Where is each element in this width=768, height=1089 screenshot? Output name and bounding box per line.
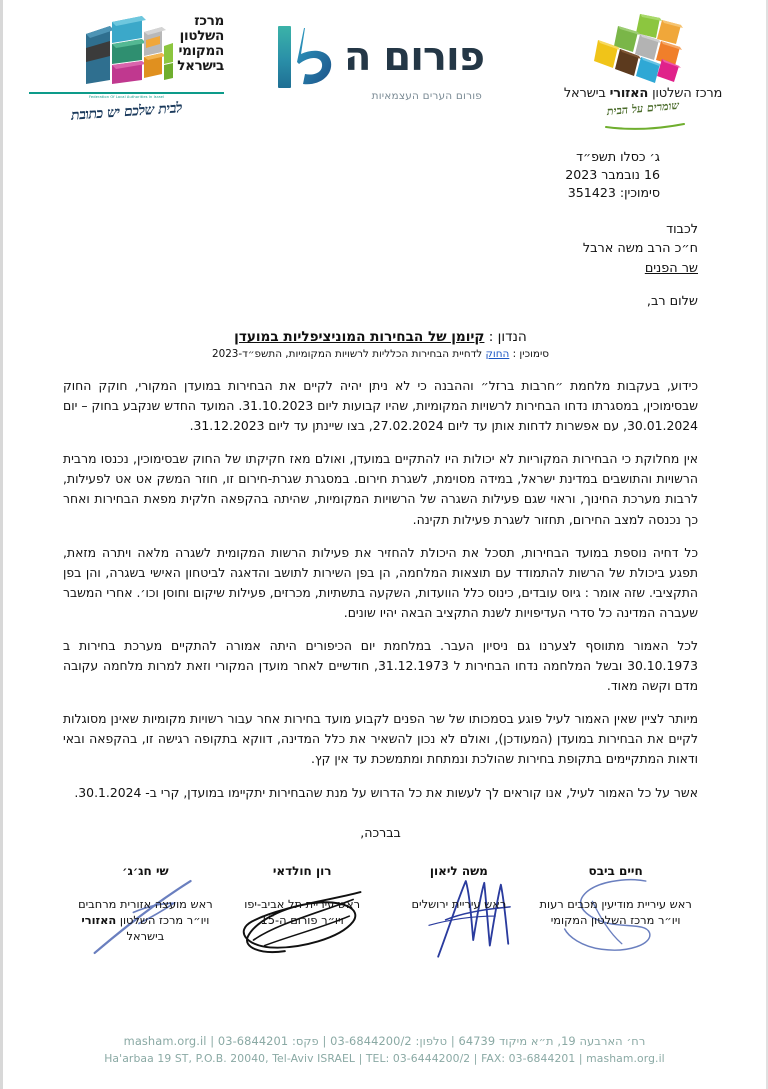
signature-block bbox=[67, 864, 224, 945]
regional-title: מרכז השלטון האזורי בישראל bbox=[563, 86, 723, 101]
paragraph: אין מחלוקת כי הבחירות המקוריות לא יכולות היו להתקיים במועדן, ואולם מאז חקיקתו של החוק שבסימוכין, נכנסו מרבית הרשויות והתושבים במדינת ישראל, במידה מסוימת, לשגרת חירום. במסגרת שגרת-חירום זו, חוזר המשק אט אט לפעילות, לרבות מערכת החינוך, וראוי שגם פעילות השגרה של הרשויות המקומיות, שהיתה בהקפאה חלקית מפאת הבחירות ואחר כך נכנסה למצב החירום, תחזור לשגרת פעילות תקינה. bbox=[63, 451, 698, 527]
signatory-title-line: ראש עיריית ירושלים bbox=[411, 896, 507, 911]
signatory-title bbox=[67, 896, 224, 945]
signatory-title bbox=[537, 896, 694, 928]
addressee-name: ח״כ הרב משה ארבל bbox=[582, 241, 698, 257]
signatory-title-line: ראש מועצה אזורית מרחבים bbox=[78, 896, 213, 911]
signatory-title-line: ויו״ר פורום ה-15 bbox=[260, 912, 344, 927]
paragraph: מיותר לציין שאין האמור לעיל פוגע בסמכותו של שר הפנים לקבוע מועד בחירות אחר עבור רשויות מקומיות שאינן מסוגלות לקיים את הבחירות במועדן (המעודכן), ואולם לא נכון להשאיר את כלל המדינה, דווקא בתקופה רגישה זו, בהקפאה ובאי ודאות המתקיימים בתקופת בחירות שהולכת ונמתחת ומתמשכת עד אין קץ. bbox=[63, 711, 698, 767]
footer-hebrew-contact: רח׳ הארבעה 19, ת״א מיקוד 64739 | טלפון: 03-6844200/2 | פקס: 03-6844201 | masham.org.il bbox=[123, 1033, 646, 1048]
federation-blocks-icon bbox=[80, 12, 175, 90]
date-block bbox=[490, 148, 660, 202]
signature-block bbox=[224, 864, 381, 945]
addressee-salutation: לכבוד bbox=[666, 221, 698, 237]
paragraph: כידוע, בעקבות מלחמת ״חרבות ברזל״ וההבנה כי לא ניתן יהיה לקיים את הבחירות במועדן המקורי, חוקק החוק שבסימוכין, במסגרתו נדחו הבחירות לרשויות המקומיות, שהיו קבועות ליום 31.10.2023. המועד החדש שנקבע בחוק – יום 30.01.2024, עם אפשרות לדחות אותן עד ליום 27.02.2024, בצו שיינתן עד ליום 31.12.2023. bbox=[63, 377, 699, 434]
signatory-title-line: ויו״ר מרכז השלטון המקומי bbox=[550, 912, 681, 927]
paragraph: כל דחיה נוספת במועד הבחירות, תסכל את היכולת להחזיר את פעילות הרשות המקומית לשגרה מלאה ויתרה מזאת, תפגע ביכולת של הרשות להתמודד עם תוצאות המלחמה, הן בפן השירות לתושב והדאגה לביטחון האישי בשגרה, והן בפן התקציבי. שזה אומר : גיוס עובדים, כינוס כלל הוועדות, השקעה בתשתיות, מכרזים, פעילות שיקום וחוסן וכו׳. אחרי המשבר שעברה המדינה כל סדרי העדיפויות לשנת התקציב הבאה יהיו שונים. bbox=[62, 544, 698, 620]
federation-tagline: לבית שלכם יש כתובת bbox=[70, 99, 183, 124]
signature-block bbox=[537, 864, 694, 945]
subject-value: קיומן של הבחירות המוניציפליות במועדן bbox=[234, 328, 485, 345]
subject-line bbox=[63, 329, 698, 345]
signatory-title bbox=[381, 896, 538, 912]
addressee-role: שר הפנים bbox=[644, 260, 698, 276]
forum15-subtitle: פורום הערים העצמאיות bbox=[371, 90, 483, 102]
subject-ref-prefix: סימוכין : bbox=[509, 347, 550, 360]
regional-swoosh-icon bbox=[538, 116, 748, 124]
signatory-title-line: ראש עיריית תל אביב-יפו bbox=[244, 896, 361, 911]
letter-content bbox=[3, 148, 766, 944]
signatory-title bbox=[224, 896, 381, 928]
subject-label: הנדון : bbox=[484, 328, 527, 345]
federation-title: מרכז השלטון המקומי בישראל bbox=[177, 13, 224, 75]
signature-row bbox=[63, 864, 698, 945]
subject-ref-suffix: לדחיית הבחירות הכלליות לרשויות המקומיות, התשפ״ד-2023 bbox=[211, 347, 486, 360]
greeting: שלום רב, bbox=[646, 293, 698, 309]
signatory-title-line: ויו״ר מרכז השלטון האזורי בישראל bbox=[81, 912, 210, 943]
signatory-name: שי חג׳ג׳ bbox=[122, 863, 169, 878]
signature-block bbox=[381, 864, 538, 945]
regional-leaves-icon bbox=[538, 12, 748, 84]
federation-subtitle-en: Federation Of Local Authorities In Israel bbox=[88, 95, 165, 99]
reference-number: סימוכין: 351423 bbox=[567, 184, 660, 200]
hebrew-date: ג׳ כסלו תשפ״ד bbox=[576, 149, 660, 164]
closing-salutation: בברכה, bbox=[360, 824, 401, 840]
paragraph: לכל האמור מתווסף לצערנו גם ניסיון העבר. במלחמת יום הכיפורים היתה אמורה להתקיים מערכת בחירות ב 30.10.1973 ובשל המלחמה נדחו הבחירות ל 31.12.1973, חודשיים לאחר מועדן המקורי וזאת למרות מלחמה עקובה מדם וקשה מאוד. bbox=[63, 637, 699, 694]
letter-body bbox=[63, 376, 698, 803]
letterhead-logos bbox=[3, 0, 766, 138]
law-link[interactable]: החוק bbox=[485, 347, 510, 360]
footer-english-contact: Ha'arbaa 19 ST, P.O.B. 20040, Tel-Aviv ISRAEL | TEL: 03-6444200/2 | FAX: 03-6844201 | masham.org.il bbox=[104, 1051, 665, 1065]
forum15-title: פורום ה bbox=[343, 34, 485, 80]
signatory-title-line: ראש עיריית מודיעין מכבים רעות bbox=[539, 896, 692, 911]
page-footer bbox=[3, 1033, 766, 1067]
regional-tagline: שומרים על הבית bbox=[606, 98, 680, 119]
forum15-numeral-icon bbox=[278, 26, 338, 88]
signatory-name: רון חולדאי bbox=[272, 863, 332, 878]
addressee-block bbox=[63, 220, 698, 278]
gregorian-date: 16 נובמבר 2023 bbox=[565, 166, 660, 182]
signatory-name: חיים ביבס bbox=[588, 863, 643, 878]
federation-divider bbox=[29, 92, 224, 94]
signatory-name: משה ליאון bbox=[429, 863, 488, 878]
handwritten-signature bbox=[381, 872, 538, 962]
logo-federation-local-authorities bbox=[29, 8, 224, 124]
logo-forum-15 bbox=[274, 8, 489, 102]
subject-reference bbox=[63, 348, 698, 360]
logo-regional-councils bbox=[538, 8, 748, 124]
paragraph: אשר על כל האמור לעיל, אנו קוראים לך לעשות את כל הדרוש על מנת שהבחירות יתקיימו במועדן, קרי ב- 30.1.2024. bbox=[74, 784, 698, 800]
